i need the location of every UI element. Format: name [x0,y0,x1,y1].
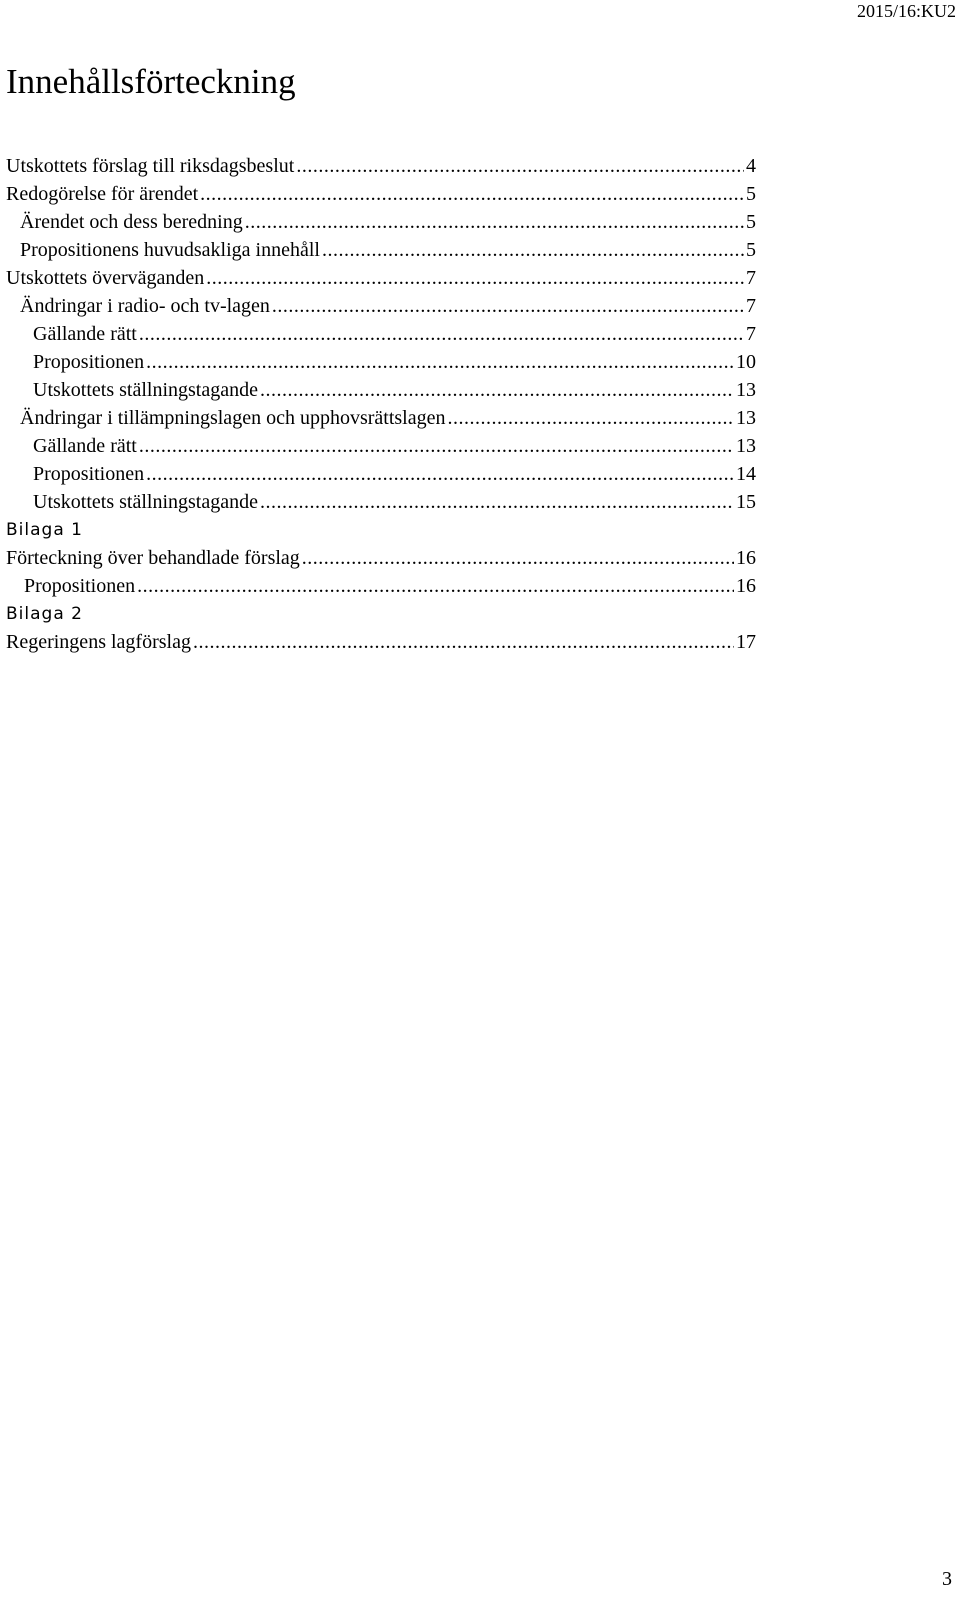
toc-entry-title: Förteckning över behandlade förslag [6,547,300,569]
toc-entry-page: 7 [746,323,756,345]
toc-entry-page: 7 [746,267,756,289]
toc-dot-leader [146,460,734,488]
toc-dot-leader [200,180,744,208]
table-of-contents [6,152,756,656]
toc-entry[interactable] [6,292,756,320]
toc-entry-title: Redogörelse för ärendet [6,183,199,205]
document-id: 2015/16:KU2 [857,1,956,21]
toc-entry-page: 10 [736,351,756,373]
toc-dot-leader [272,292,744,320]
toc-dot-leader [322,236,744,264]
toc-entry-page: 5 [746,239,756,261]
toc-entry-title: Utskottets överväganden [6,267,205,289]
page-number: 3 [942,1568,952,1590]
toc-entry-page: 5 [746,183,756,205]
toc-entry-title: Ändringar i radio- och tv-lagen [20,295,270,317]
toc-entry-title: Ärendet och dess beredning [20,211,243,233]
toc-entry[interactable] [6,460,756,488]
toc-entry-page: 16 [736,547,756,569]
toc-dot-leader [260,488,734,516]
toc-entry-page: 16 [736,575,756,597]
toc-entry-title: Regeringens lagförslag [6,631,191,653]
toc-entry[interactable] [6,236,756,264]
toc-entry-title: Propositionen [33,351,145,373]
toc-entry-page: 5 [746,211,756,233]
toc-entry-title: Propositionens huvudsakliga innehåll [20,239,320,261]
toc-entry-page: 14 [736,463,756,485]
toc-entry-page: 4 [746,155,756,177]
toc-dot-leader [206,264,744,292]
toc-dot-leader [139,320,744,348]
page-title: Innehållsförteckning [6,62,296,101]
toc-entry[interactable] [6,348,756,376]
toc-dot-leader [296,152,744,180]
toc-entry[interactable] [6,404,756,432]
toc-entry-title: Utskottets förslag till riksdagsbeslut [6,155,295,177]
toc-entry[interactable] [6,376,756,404]
toc-entry-title: Utskottets ställningstagande [33,491,258,513]
toc-entry-page: 15 [736,491,756,513]
toc-entry-page: 13 [736,379,756,401]
toc-appendix-heading: Bilaga 1 [6,520,83,540]
toc-entry[interactable] [6,208,756,236]
toc-entry-page: 17 [736,631,756,653]
toc-entry[interactable] [6,180,756,208]
toc-entry-title: Propositionen [24,575,136,597]
toc-appendix-heading: Bilaga 2 [6,604,83,624]
toc-entry-page: 7 [746,295,756,317]
toc-entry-title: Ändringar i tillämpningslagen och upphovsrättslagen [20,407,446,429]
toc-entry[interactable] [6,488,756,516]
toc-dot-leader [302,544,734,572]
toc-entry[interactable] [6,152,756,180]
toc-entry-page: 13 [736,435,756,457]
toc-entry-page: 13 [736,407,756,429]
toc-dot-leader [146,348,734,376]
toc-entry-title: Propositionen [33,463,145,485]
toc-dot-leader [245,208,744,236]
toc-entry[interactable] [6,264,756,292]
toc-dot-leader [193,628,734,656]
toc-dot-leader [137,572,734,600]
toc-entry[interactable] [6,544,756,572]
toc-dot-leader [447,404,734,432]
toc-entry[interactable] [6,628,756,656]
toc-entry[interactable] [6,432,756,460]
toc-entry-title: Gällande rätt [33,435,137,457]
toc-dot-leader [139,432,734,460]
toc-entry[interactable] [6,572,756,600]
toc-entry-title: Utskottets ställningstagande [33,379,258,401]
toc-entry-title: Gällande rätt [33,323,137,345]
toc-dot-leader [260,376,734,404]
toc-entry[interactable] [6,320,756,348]
